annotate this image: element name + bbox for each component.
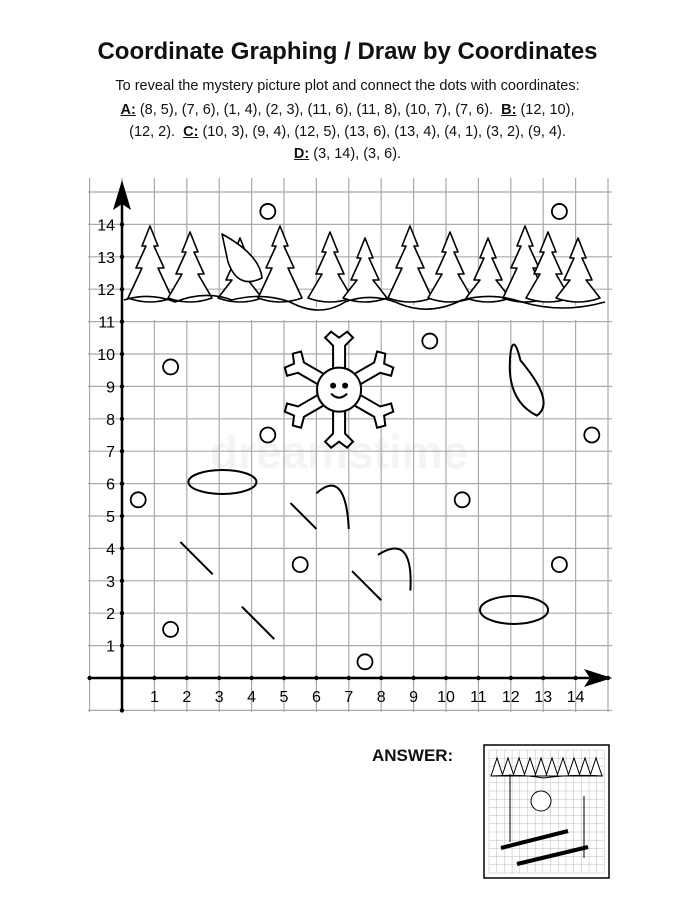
label-b: B:	[501, 102, 517, 118]
stroke-segment	[352, 571, 381, 600]
y-axis-dot	[120, 319, 124, 323]
y-axis-dot	[120, 255, 124, 259]
answer-thumbnail	[483, 744, 610, 879]
tree	[128, 226, 172, 302]
tree	[343, 238, 387, 302]
x-tick-label: 5	[279, 689, 289, 706]
x-axis-dot	[87, 676, 91, 680]
puzzle-circle	[260, 428, 275, 443]
y-axis-dot	[120, 449, 124, 453]
x-tick-label: 7	[344, 689, 354, 706]
y-axis-dot	[120, 384, 124, 388]
y-tick-label: 11	[98, 314, 115, 332]
x-axis-dot	[541, 676, 545, 680]
y-axis-dot	[120, 287, 124, 291]
y-axis-dot	[120, 546, 124, 550]
y-tick-label: 14	[97, 217, 115, 235]
x-tick-label: 4	[247, 689, 257, 706]
x-tick-label: 11	[470, 689, 487, 706]
puzzle-circle	[552, 557, 567, 572]
snowflake-face	[317, 368, 361, 412]
y-tick-label: 4	[106, 541, 115, 559]
snowflake-illustration	[282, 332, 396, 448]
coords-b: (12, 10),	[516, 102, 575, 118]
puzzle-circle	[260, 204, 275, 219]
y-axis-dot	[120, 190, 124, 194]
coords-a: (8, 5), (7, 6), (1, 4), (2, 3), (11, 6), (11, 8), (10, 7), (7, 6).	[135, 102, 494, 118]
forest-illustration	[124, 226, 605, 320]
puzzle-circle	[552, 204, 567, 219]
y-tick-label: 3	[106, 573, 115, 591]
y-axis-dot	[120, 611, 124, 615]
x-tick-label: 6	[311, 689, 321, 706]
x-axis-dot	[573, 676, 577, 680]
tree	[168, 232, 212, 302]
x-axis-dot	[444, 676, 448, 680]
y-axis-dot	[120, 708, 124, 712]
y-axis-dot	[120, 676, 124, 680]
x-axis-dot	[606, 676, 610, 680]
x-axis-dot	[217, 676, 221, 680]
y-tick-label: 1	[106, 638, 115, 656]
x-tick-label: 1	[149, 689, 159, 706]
y-tick-label: 8	[106, 411, 115, 429]
x-tick-label: 9	[409, 689, 419, 706]
ellipse-shape	[480, 596, 548, 624]
coords-d: (3, 14), (3, 6).	[309, 146, 402, 162]
puzzle-circle	[163, 622, 178, 637]
x-tick-label: 14	[566, 689, 585, 706]
y-axis-dot	[120, 579, 124, 583]
tree	[308, 232, 352, 302]
hook-shape	[378, 549, 411, 591]
eye-icon	[343, 384, 347, 388]
coords-c: (10, 3), (9, 4), (12, 5), (13, 6), (13, 4), (4, 1), (3, 2), (9, 4).	[198, 124, 566, 140]
answer-label: ANSWER:	[372, 746, 454, 765]
y-tick-label: 9	[106, 379, 115, 397]
y-axis-dot	[120, 514, 124, 518]
ellipse-shape	[188, 470, 256, 494]
x-tick-label: 10	[437, 689, 455, 706]
y-axis-dot	[120, 352, 124, 356]
y-axis-dot	[120, 417, 124, 421]
eye-icon	[331, 384, 335, 388]
y-tick-label: 10	[97, 347, 115, 364]
label-d: D:	[293, 146, 310, 162]
puzzle-circle	[131, 492, 146, 507]
y-tick-label: 5	[106, 509, 115, 526]
x-axis-dot	[476, 676, 480, 680]
puzzle-circle	[163, 359, 178, 374]
coords-b-end: (12, 2).	[129, 124, 176, 140]
puzzle-circle	[293, 557, 308, 572]
x-axis-dot	[314, 676, 318, 680]
y-axis-dot	[120, 481, 124, 485]
x-tick-label: 2	[182, 689, 192, 706]
puzzle-circle	[455, 492, 470, 507]
x-axis-dot	[185, 676, 189, 680]
tree	[258, 226, 302, 302]
stroke-segment	[180, 542, 212, 574]
x-axis-dot	[282, 676, 286, 680]
tree	[388, 226, 432, 302]
y-tick-label: 13	[97, 249, 115, 267]
instructions-text: To reveal the mystery picture plot and connect the dots with coordinates:	[115, 78, 580, 94]
x-axis-dot	[411, 676, 415, 680]
label-a: A:	[120, 102, 136, 118]
drop-shape	[510, 345, 544, 416]
x-axis-dot	[379, 676, 383, 680]
y-axis-dot	[120, 643, 124, 647]
x-tick-label: 13	[534, 689, 553, 706]
x-tick-label: 3	[214, 689, 224, 706]
x-axis-dot	[509, 676, 513, 680]
tree	[556, 238, 600, 302]
hook-shape	[316, 486, 348, 529]
puzzle-circle	[358, 654, 373, 669]
y-tick-label: 12	[97, 282, 115, 300]
page-title: Coordinate Graphing / Draw by Coordinates	[97, 38, 598, 65]
stroke-segment	[242, 607, 274, 639]
y-tick-label: 2	[106, 606, 115, 624]
puzzle-shapes	[180, 345, 548, 640]
x-tick-label: 12	[501, 689, 520, 706]
label-c: C:	[183, 124, 199, 140]
x-axis-dot	[152, 676, 156, 680]
x-axis-dot	[249, 676, 253, 680]
y-tick-label: 6	[106, 476, 115, 494]
x-axis-dot	[347, 676, 351, 680]
y-axis-dot	[120, 222, 124, 226]
tree	[428, 232, 472, 302]
tree	[466, 238, 510, 302]
y-tick-label: 7	[106, 444, 115, 462]
puzzle-circle	[422, 334, 437, 349]
snowflake-icon	[531, 791, 551, 811]
x-tick-label: 8	[376, 689, 386, 706]
puzzle-circle	[584, 428, 599, 443]
